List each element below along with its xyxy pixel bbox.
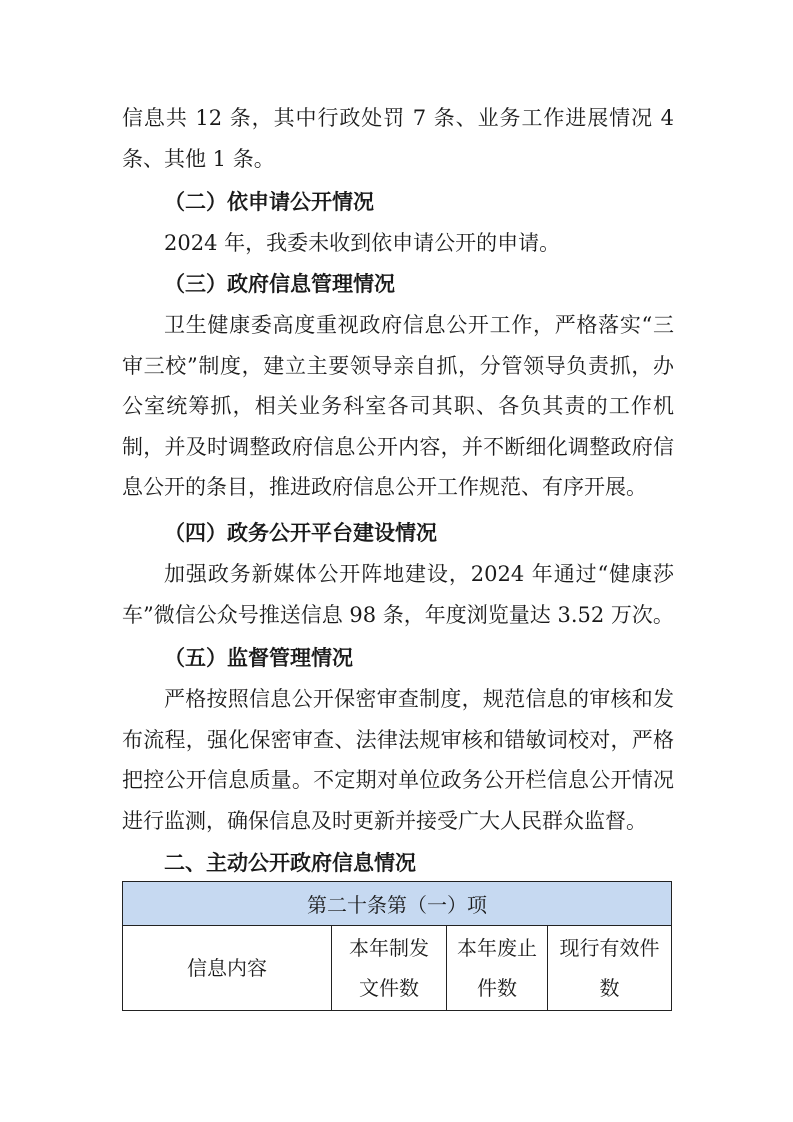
header-currently-valid-label: 现行有效件数 [559, 936, 660, 1000]
subheading-platform-construction: （四）政务公开平台建设情况 [164, 520, 437, 545]
table-caption-row [123, 882, 672, 926]
paragraph-application-disclosure: 2024 年，我委未收到依申请公开的申请。 [164, 231, 561, 255]
subheading-supervision: （五）监督管理情况 [164, 645, 353, 670]
subheading-info-management: （三）政府信息管理情况 [164, 271, 395, 296]
section-title-active-disclosure: 二、主动公开政府信息情况 [164, 851, 416, 875]
header-info-content-label: 信息内容 [187, 956, 267, 980]
header-abolished-this-year [447, 926, 548, 1011]
disclosure-table [122, 881, 672, 1011]
subheading-application-disclosure: （二）依申请公开情况 [164, 189, 374, 214]
header-issued-this-year-label: 本年制发文件数 [349, 936, 429, 1000]
header-issued-this-year [332, 926, 447, 1011]
header-abolished-this-year-label: 本年废止件数 [457, 936, 537, 1000]
paragraph-info-count: 信息共 12 条，其中行政处罚 7 条、业务工作进展情况 4 条、其他 1 条。 [122, 106, 674, 171]
table-caption: 第二十条第（一）项 [123, 882, 672, 926]
table-header-row [123, 926, 672, 1011]
header-currently-valid [548, 926, 672, 1011]
header-info-content [123, 926, 332, 1011]
paragraph-supervision: 严格按照信息公开保密审查制度，规范信息的审核和发布流程，强化保密审查、法律法规审核和错敏词校对，严格把控公开信息质量。不定期对单位政务公开栏信息公开情况进行监测，确保信息及时更新并接受广大人民群众监督。 [122, 687, 674, 833]
paragraph-info-management: 卫生健康委高度重视政府信息公开工作，严格落实“三审三校”制度，建立主要领导亲自抓，分管领导负责抓，办公室统筹抓，相关业务科室各司其职、各负其责的工作机制，并及时调整政府信息公开内容，并不断细化调整政府信息公开的条目，推进政府信息公开工作规范、有序开展。 [122, 313, 674, 499]
paragraph-platform-construction: 加强政务新媒体公开阵地建设，2024 年通过“健康莎车”微信公众号推送信息 98 条，年度浏览量达 3.52 万次。 [122, 562, 674, 627]
